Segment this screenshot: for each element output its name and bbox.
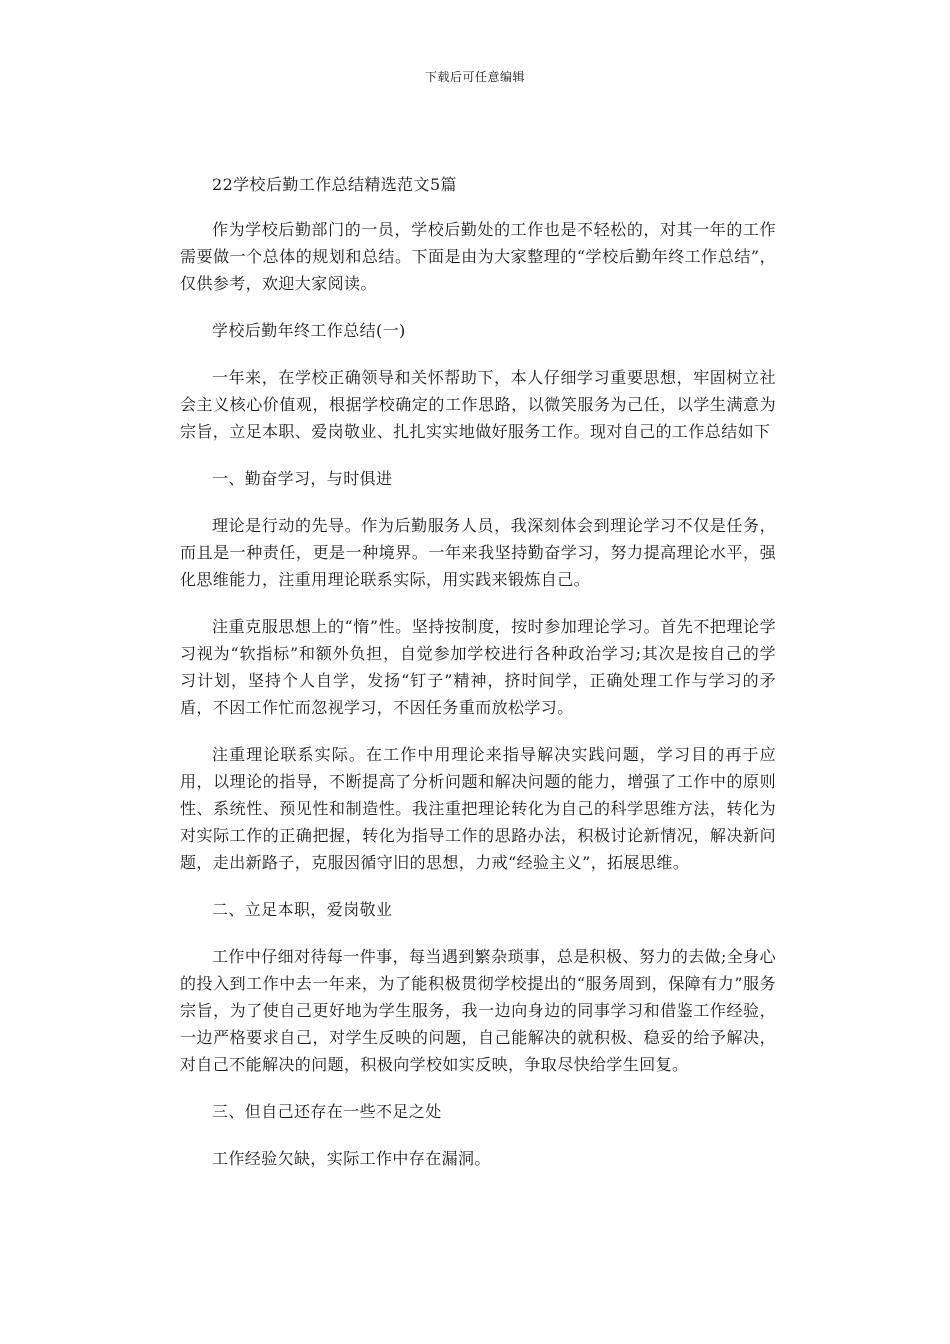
intro-paragraph: 作为学校后勤部门的一员，学校后勤处的工作也是不轻松的，对其一年的工作需要做一个总体的规划和总结。下面是由为大家整理的“学校后勤年终工作总结”，仅供参考，欢迎大家阅读。 xyxy=(180,220,776,293)
page-header: 下载后可任意编辑 xyxy=(424,70,525,84)
document-title: 22学校后勤工作总结精选范文5篇 xyxy=(212,175,457,194)
document-body xyxy=(180,171,776,1172)
paragraph-5: 工作中仔细对待每一件事，每当遇到繁杂琐事，总是积极、努力的去做;全身心的投入到工作中去一年来，为了能积极贯彻学校提出的“服务周到，保障有力”服务宗旨，为了使自己更好地为学生服务，我一边向身边的同事学习和借鉴工作经验，一边严格要求自己，对学生反映的问题，自己能解决的就积极、稳妥的给予解决，对自己不能解决的问题，积极向学校如实反映，争取尽快给学生回复。 xyxy=(180,947,776,1074)
paragraph-6: 工作经验欠缺，实际工作中存在漏洞。 xyxy=(212,1149,491,1168)
section-subtitle: 学校后勤年终工作总结(一) xyxy=(212,321,406,340)
heading-study: 一、勤奋学习，与时俱进 xyxy=(212,469,393,488)
paragraph-4: 注重理论联系实际。在工作中用理论来指导解决实践问题，学习目的再于应用，以理论的指导，不断提高了分析问题和解决问题的能力，增强了工作中的原则性、系统性、预见性和制造性。我注重把理论转化为自己的科学思维方法，转化为对实际工作的正确把握，转化为指导工作的思路办法，积极讨论新情况，解决新问题，走出新路子，克服因循守旧的思想，力戒“经验主义”，拓展思维。 xyxy=(180,745,776,872)
heading-dedication: 二、立足本职，爱岗敬业 xyxy=(212,900,393,919)
paragraph-2: 理论是行动的先导。作为后勤服务人员，我深刻体会到理论学习不仅是任务，而且是一种责任，更是一种境界。一年来我坚持勤奋学习，努力提高理论水平，强化思维能力，注重用理论联系实际，用实践来锻炼自己。 xyxy=(180,516,776,589)
paragraph-1: 一年来，在学校正确领导和关怀帮助下，本人仔细学习重要思想，牢固树立社会主义核心价值观，根据学校确定的工作思路，以微笑服务为己任，以学生满意为宗旨，立足本职、爱岗敬业、扎扎实实地做好服务工作。现对自己的工作总结如下 xyxy=(180,368,776,441)
paragraph-3: 注重克服思想上的“惰”性。坚持按制度，按时参加理论学习。首先不把理论学习视为“软指标”和额外负担，自觉参加学校进行各种政治学习;其次是按自己的学习计划，坚持个人自学，发扬“钉子”精神，挤时间学，正确处理工作与学习的矛盾，不因工作忙而忽视学习，不因任务重而放松学习。 xyxy=(180,617,776,717)
heading-shortcomings: 三、但自己还存在一些不足之处 xyxy=(212,1102,442,1121)
